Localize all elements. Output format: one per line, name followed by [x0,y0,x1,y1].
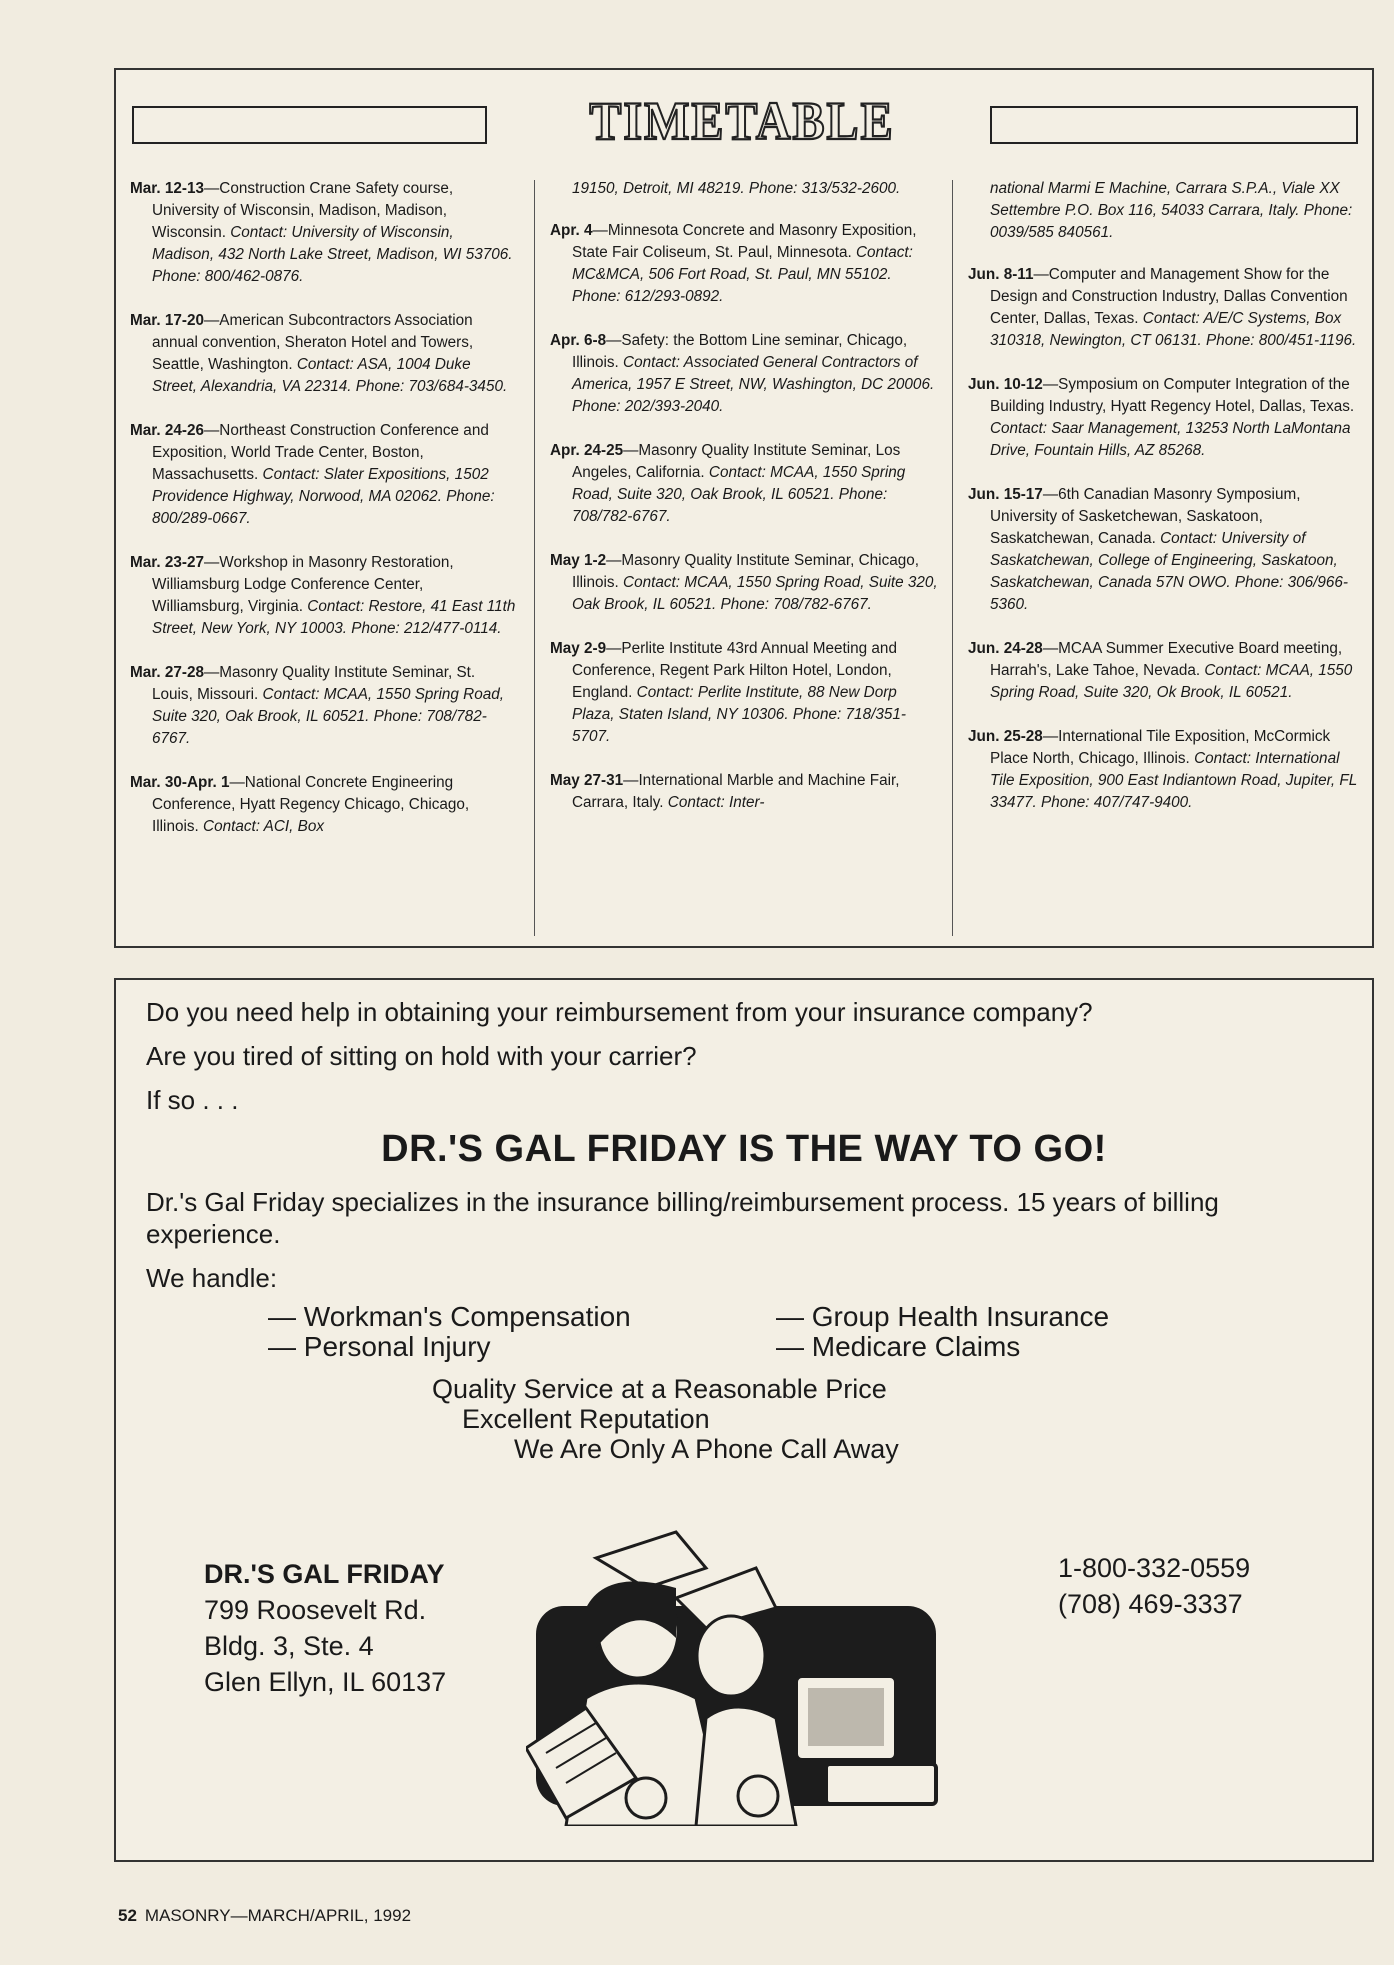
ad-phone-numbers [1058,1550,1250,1622]
event-entry [130,420,516,530]
event-entry [550,638,938,748]
address-name: DR.'S GAL FRIDAY [204,1559,445,1589]
nurse-face-icon [626,1778,666,1818]
computer-keyboard-icon [826,1764,936,1804]
event-contact: Contact: ACI, Box [203,818,325,835]
nurse-face-icon [738,1776,778,1816]
event-description: —Computer and Management Show for the Design and Construction Industry, Dallas Convention Center, Dallas, Texas. [990,266,1348,327]
ad-description-text: Dr.'s Gal Friday specializes in the insurance billing/reimbursement process. 15 years of billing experience. [146,1187,1219,1249]
header-bar-left [132,106,487,144]
event-contact: Contact: MC&MCA, 506 Fort Road, St. Paul, MN 55102. Phone: 612/293-0892. [572,244,913,305]
column-divider [952,180,953,936]
ad-description [146,1186,1336,1294]
timetable-header [132,91,1358,152]
event-contact: Contact: International Tile Exposition, 900 East Indiantown Road, Jupiter, FL 33477. Phone: 407/747-9400. [990,750,1357,811]
event-date: Apr. 4 [550,222,593,239]
event-entry [550,330,938,418]
event-date: May 27-31 [550,772,624,789]
event-entry [130,310,516,398]
event-description: —Masonry Quality Institute Seminar, Chicago, Illinois. [572,552,919,591]
event-entry [130,772,516,838]
event-description: —MCAA Summer Executive Board meeting, Harrah's, Lake Tahoe, Nevada. [990,640,1343,679]
computer-screen-icon [808,1688,884,1746]
phone-local: (708) 469-3337 [1058,1589,1243,1619]
event-date: Jun. 10-12 [968,376,1043,393]
event-description: —International Marble and Machine Fair, Carrara, Italy. [572,772,900,811]
event-description: —Minnesota Concrete and Masonry Exposition, State Fair Coliseum, St. Paul, Minnesota. [572,222,917,261]
event-description: —Perlite Institute 43rd Annual Meeting and Conference, Regent Park Hilton Hotel, London, England. [572,640,897,701]
ad-question-2: Are you tired of sitting on hold with your carrier? [146,1041,697,1071]
event-date: Mar. 17-20 [130,312,204,329]
services-left [268,1302,631,1362]
event-date: May 1-2 [550,552,607,569]
event-contact: Contact: Associated General Contractors of America, 1957 E Street, NW, Washington, DC 20006. Phone: 202/393-2040. [572,354,935,415]
timetable-section [114,68,1374,948]
service-item: — Personal Injury [268,1331,491,1362]
event-entry [130,552,516,640]
page-number: 52 [118,1906,137,1925]
event-date: Mar. 12-13 [130,180,204,197]
event-description: —Masonry Quality Institute Seminar, Los Angeles, California. [572,442,901,481]
event-date: Jun. 15-17 [968,486,1043,503]
event-date: Apr. 6-8 [550,332,607,349]
timetable-column-1 [130,178,516,860]
tagline-quality: Quality Service at a Reasonable Price [432,1374,887,1404]
event-date: Apr. 24-25 [550,442,624,459]
event-contact: Contact: Perlite Institute, 88 New Dorp Plaza, Staten Island, NY 10306. Phone: 718/351-5707. [572,684,906,745]
service-item: — Group Health Insurance [776,1301,1110,1332]
event-description: —Northeast Construction Conference and Exposition, World Trade Center, Boston, Massachusetts. [152,422,489,483]
event-contact: Contact: University of Saskatchewan, College of Engineering, Saskatoon, Saskatchewan, Canada 57N OWO. Phone: 306/966-5360. [990,530,1348,613]
ad-address [204,1556,446,1700]
column-divider [534,180,535,936]
event-entry [550,550,938,616]
event-description: —American Subcontractors Association annual convention, Sheraton Hotel and Towers, Seattle, Washington. [152,312,474,373]
timetable-title: TIMETABLE [589,91,895,152]
address-street: 799 Roosevelt Rd. [204,1595,427,1625]
event-entry [968,374,1358,462]
event-description: —Symposium on Computer Integration of the Building Industry, Hyatt Regency Hotel, Dallas, Texas. [990,376,1355,415]
event-entry [968,726,1358,814]
address-city: Glen Ellyn, IL 60137 [204,1667,447,1697]
ad-question-1: Do you need help in obtaining your reimbursement from your insurance company? [146,997,1093,1027]
event-contact: Contact: Slater Expositions, 1502 Providence Highway, Norwood, MA 02062. Phone: 800/289-0667. [152,466,495,527]
event-entry [550,440,938,528]
event-contact: Contact: MCAA, 1550 Spring Road, Suite 320, Oak Brook, IL 60521. Phone: 708/782-6767. [572,464,906,525]
event-contact: Contact: MCAA, 1550 Spring Road, Suite 320, Oak Brook, IL 60521. Phone: 708/782-6767. [152,686,504,747]
nurse-face-icon [697,1616,765,1696]
nurses-illustration [526,1528,946,1826]
service-item: — Workman's Compensation [268,1301,631,1332]
event-entry [550,770,938,814]
phone-toll-free: 1-800-332-0559 [1058,1553,1251,1583]
event-description: —Workshop in Masonry Restoration, Williamsburg Lodge Conference Center, Williamsburg, Virginia. [152,554,454,615]
ad-if-so: If so . . . [146,1085,239,1115]
nurse-cap-icon [596,1532,706,1588]
ad-we-handle: We handle: [146,1263,278,1293]
event-entry [550,220,938,308]
event-contact: Contact: MCAA, 1550 Spring Road, Suite 320, Oak Brook, IL 60521. Phone: 708/782-6767. [572,574,938,613]
event-description: —National Concrete Engineering Conference, Hyatt Regency Chicago, Chicago, Illinois. [152,774,470,835]
address-suite: Bldg. 3, Ste. 4 [204,1631,374,1661]
event-description: —6th Canadian Masonry Symposium, University of Sasketchewan, Saskatoon, Saskatchewan, Canada. [990,486,1301,547]
timetable-column-2 [550,178,938,836]
services-right [776,1302,1109,1362]
event-contact: Contact: Restore, 41 East 11th Street, New York, NY 10003. Phone: 212/477-0114. [152,598,516,637]
service-item: — Medicare Claims [776,1331,1021,1362]
event-continuation: national Marmi E Machine, Carrara S.P.A., Viale XX Settembre P.O. Box 116, 54033 Carrara, Italy. Phone: 0039/585 840561. [990,180,1353,241]
event-date: Mar. 24-26 [130,422,204,439]
event-date: Jun. 8-11 [968,266,1034,283]
event-continuation: 19150, Detroit, MI 48219. Phone: 313/532-2600. [572,180,901,197]
event-contact: Contact: University of Wisconsin, Madison, 432 North Lake Street, Madison, WI 53706. Phone: 800/462-0876. [152,224,513,285]
event-description: —Construction Crane Safety course, University of Wisconsin, Madison, Madison, Wisconsin. [152,180,454,241]
event-entry [968,484,1358,616]
event-description: —Safety: the Bottom Line seminar, Chicago, Illinois. [572,332,908,371]
event-date: May 2-9 [550,640,607,657]
tagline-reputation: Excellent Reputation [462,1404,710,1434]
event-date: Jun. 25-28 [968,728,1043,745]
publication-info: MASONRY—MARCH/APRIL, 1992 [144,1906,412,1925]
event-entry [130,662,516,750]
event-entry [130,178,516,288]
event-entry [968,638,1358,704]
event-entry [968,264,1358,352]
event-date: Mar. 30-Apr. 1 [130,774,230,791]
event-date: Mar. 23-27 [130,554,204,571]
event-contact: Contact: Saar Management, 13253 North LaMontana Drive, Fountain Hills, AZ 85268. [990,420,1351,459]
tagline-phone-call: We Are Only A Phone Call Away [514,1434,899,1464]
event-description: —International Tile Exposition, McCormick Place North, Chicago, Illinois. [990,728,1331,767]
ad-headline: DR.'S GAL FRIDAY IS THE WAY TO GO! [381,1128,1107,1170]
event-date: Mar. 27-28 [130,664,204,681]
event-contact: Contact: MCAA, 1550 Spring Road, Suite 320, Ok Brook, IL 60521. [990,662,1353,701]
header-bar-right [990,106,1358,144]
event-contact: Contact: A/E/C Systems, Box 310318, Newington, CT 06131. Phone: 800/451-1196. [990,310,1357,349]
event-contact: Contact: Inter- [667,794,765,811]
event-description: —Masonry Quality Institute Seminar, St. Louis, Missouri. [152,664,476,703]
advertisement [114,978,1374,1862]
event-date: Jun. 24-28 [968,640,1043,657]
event-contact: Contact: ASA, 1004 Duke Street, Alexandria, VA 22314. Phone: 703/684-3450. [152,356,508,395]
page-footer [118,1906,411,1926]
timetable-column-3 [968,178,1358,836]
